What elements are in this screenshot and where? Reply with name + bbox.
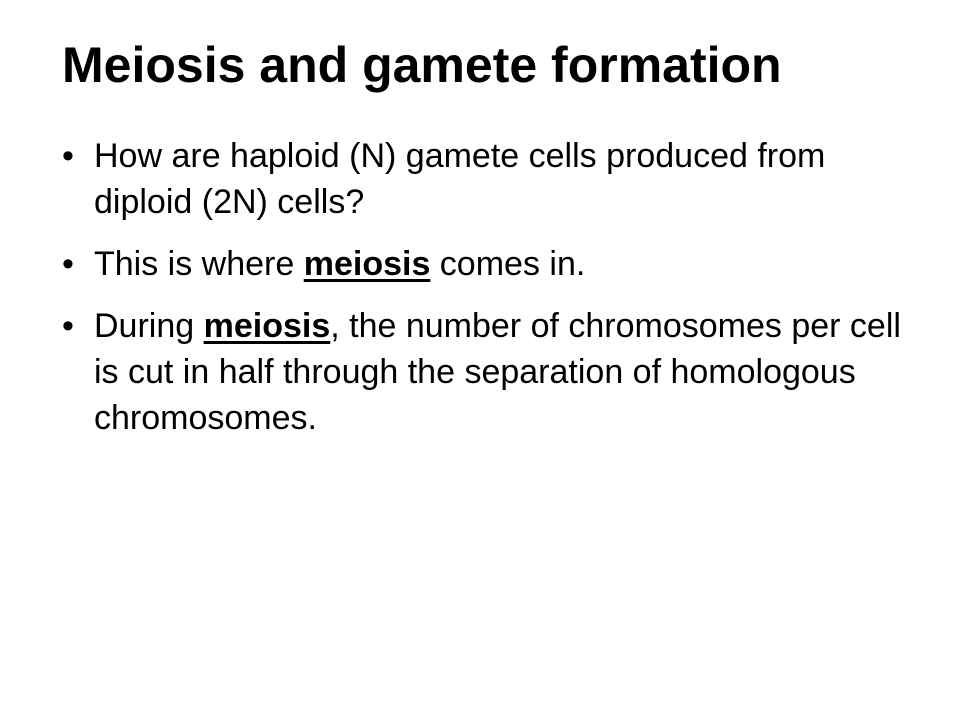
bullet-item-haploid-question	[62, 133, 922, 225]
bullet-text-before: During	[94, 307, 204, 345]
bullet-text-after: , the number of chromosomes per cell is cut in half through the separation of homologous chromosomes.	[94, 307, 901, 437]
slide-title: Meiosis and gamete formation	[62, 37, 782, 93]
bullet-marker: •	[62, 137, 74, 175]
bullet-item-meiosis-description	[62, 303, 922, 441]
bullet-text-before: This is where	[94, 245, 304, 283]
bullet-marker: •	[62, 307, 74, 345]
emphasis-term: meiosis	[303, 245, 431, 283]
bullet-marker: •	[62, 245, 74, 283]
bullet-item-meiosis-intro	[62, 241, 922, 287]
bullet-text: How are haploid (N) gamete cells produced from diploid (2N) cells?	[94, 137, 826, 221]
bullet-list	[62, 133, 922, 457]
bullet-text-after: comes in.	[430, 245, 586, 283]
emphasis-term: meiosis	[203, 307, 331, 345]
